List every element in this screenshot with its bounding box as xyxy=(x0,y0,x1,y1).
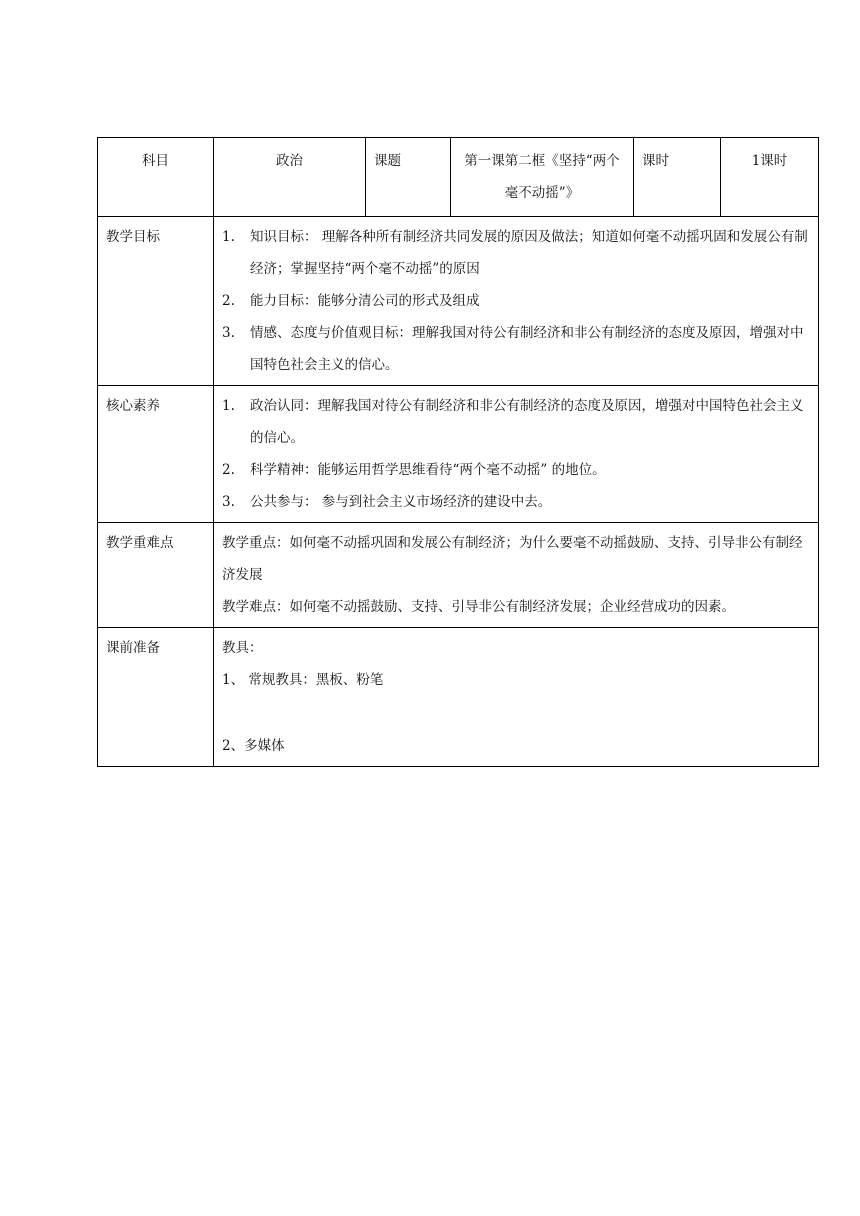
list-item xyxy=(222,390,810,454)
key-points-label: 教学重难点 xyxy=(98,523,214,628)
preparation-label: 课前准备 xyxy=(98,628,214,767)
core-literacy-content xyxy=(214,386,819,523)
item-number: 2. xyxy=(222,462,235,478)
list-item xyxy=(222,285,810,317)
list-item xyxy=(222,454,810,486)
objectives-content xyxy=(214,217,819,386)
hours-label: 课时 xyxy=(634,138,721,217)
teaching-focus: 教学重点：如何毫不动摇巩固和发展公有制经济；为什么要毫不动摇鼓励、支持、引导非公有制经济发展 xyxy=(222,535,803,583)
item-text: 能力目标：能够分清公司的形式及组成 xyxy=(250,293,480,309)
list-item xyxy=(222,221,810,285)
core-literacy-row xyxy=(98,386,819,523)
key-points-content xyxy=(214,523,819,628)
preparation-row xyxy=(98,628,819,767)
objectives-list xyxy=(222,221,810,381)
subject-value: 政治 xyxy=(214,138,366,217)
header-row xyxy=(98,138,819,217)
item-number: 1. xyxy=(222,229,235,245)
item-text: 情感、态度与价值观目标：理解我国对待公有制经济和非公有制经济的态度及原因，增强对中国特色社会主义的信心。 xyxy=(250,325,804,373)
list-item xyxy=(222,486,810,518)
item-text: 公共参与： 参与到社会主义市场经济的建设中去。 xyxy=(250,494,552,510)
topic-value: 第一课第二框《坚持“两个毫不动摇”》 xyxy=(451,138,634,217)
tools-item-1: 1、 常规教具：黑板、粉笔 xyxy=(222,672,384,688)
objectives-row xyxy=(98,217,819,386)
item-text: 知识目标： 理解各种所有制经济共同发展的原因及做法；知道如何毫不动摇巩固和发展公有制经济；掌握坚持“两个毫不动摇”的原因 xyxy=(250,229,808,277)
teaching-difficulty: 教学难点：如何毫不动摇鼓励、支持、引导非公有制经济发展；企业经营成功的因素。 xyxy=(222,599,735,615)
lesson-plan-table xyxy=(97,137,819,767)
hours-value: 1课时 xyxy=(721,138,819,217)
item-number: 3. xyxy=(222,325,235,341)
preparation-content xyxy=(214,628,819,767)
item-number: 1. xyxy=(222,398,235,414)
list-item xyxy=(222,317,810,381)
subject-label: 科目 xyxy=(98,138,214,217)
tools-title: 教具： xyxy=(222,640,263,656)
core-literacy-label: 核心素养 xyxy=(98,386,214,523)
item-text: 科学精神：能够运用哲学思维看待“两个毫不动摇” 的地位。 xyxy=(250,462,606,478)
item-number: 3. xyxy=(222,494,235,510)
objectives-label: 教学目标 xyxy=(98,217,214,386)
tools-item-2: 2、多媒体 xyxy=(222,738,285,754)
blank-space xyxy=(222,696,810,730)
item-number: 2. xyxy=(222,293,235,309)
topic-label: 课题 xyxy=(366,138,451,217)
key-points-row xyxy=(98,523,819,628)
core-literacy-list xyxy=(222,390,810,518)
item-text: 政治认同：理解我国对待公有制经济和非公有制经济的态度及原因，增强对中国特色社会主义的信心。 xyxy=(250,398,804,446)
